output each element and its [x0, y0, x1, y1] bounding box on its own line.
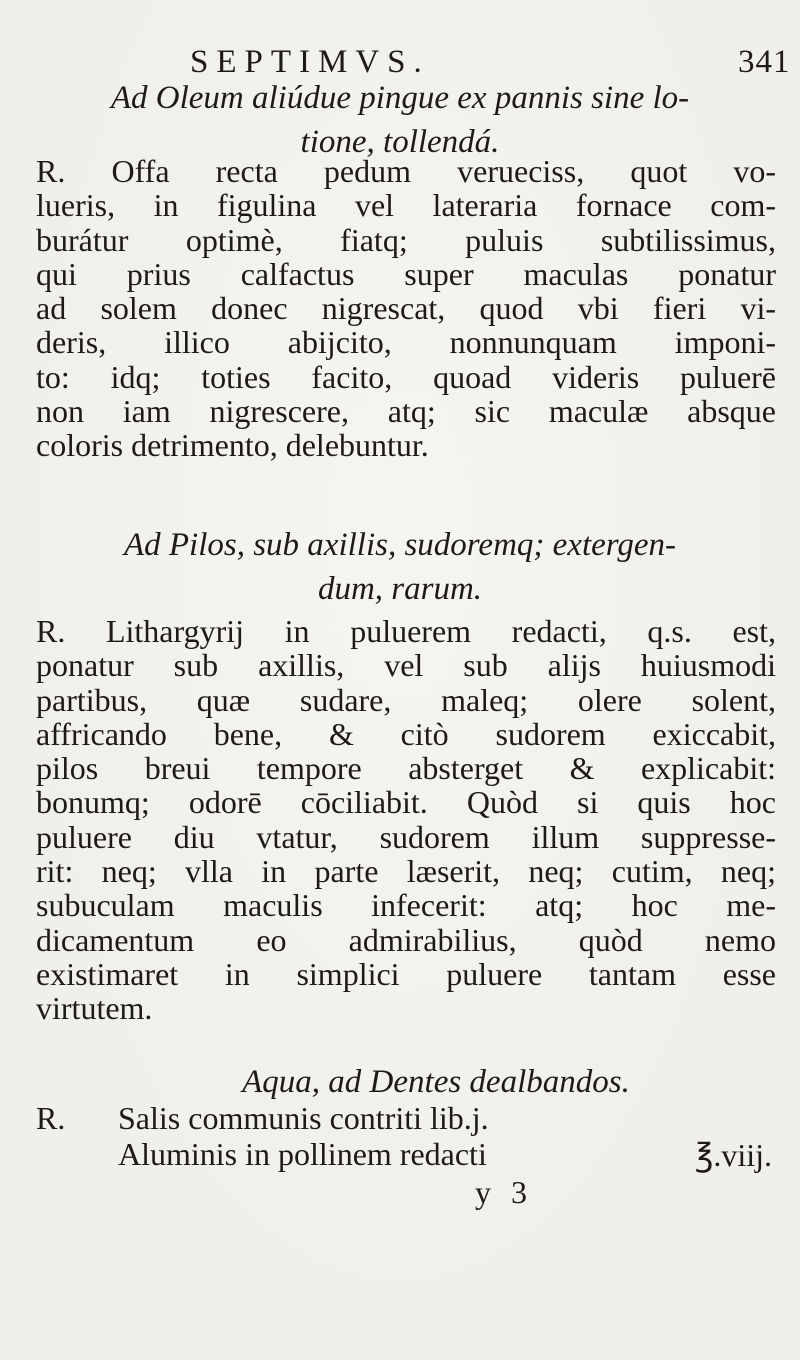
text-line: existimaret in simplici puluere tantam esse: [36, 955, 776, 992]
text-line: subuculam maculis infecerit: atq; hoc me-: [36, 887, 776, 924]
heading-line: tione, tollendá.: [300, 124, 500, 160]
ingredient-name: Aluminis in pollinem redacti: [118, 1136, 487, 1172]
text-line: lueris, in figulina vel lateraria fornace com-: [36, 187, 776, 224]
ingredient-quantity: ℥.viij.: [694, 1137, 772, 1173]
text-line: bonumq; odorē cōciliabit. Quòd si quis hoc: [36, 784, 776, 821]
text-line: virtutem.: [36, 990, 153, 1027]
text-line: affricando bene, & citò sudorem exiccabit,: [36, 715, 776, 752]
ingredient-name: Salis communis contriti lib.j.: [118, 1100, 489, 1136]
recipe-ingredient-row: [36, 1100, 776, 1136]
text-line: pilos breui tempore absterget & explicabit:: [36, 750, 776, 787]
recipe-text-oleum: [36, 154, 776, 463]
text-line: R. Lithargyrij in puluerem redacti, q.s. est,: [36, 613, 776, 649]
text-line: coloris detrimento, delebuntur.: [36, 427, 429, 464]
catchword-signature: y 3: [475, 1174, 533, 1210]
recipe-symbol: R.: [36, 1100, 66, 1136]
heading-line: dum, rarum.: [317, 571, 483, 607]
text-line: dicamentum eo admirabilius, quòd nemo: [36, 921, 776, 958]
section-heading-pilos: [0, 523, 800, 611]
text-line: burátur optimè, fiatq; puluis subtilissimus,: [36, 221, 776, 258]
section-heading-aqua: [36, 1060, 800, 1104]
running-head-title: SEPTIMVS.: [190, 44, 430, 80]
recipe-ingredient-row: [36, 1136, 776, 1172]
heading-line: Ad Pilos, sub axillis, sudoremq; extergen-: [123, 527, 677, 563]
text-line: deris, illico abijcito, nonnunquam imponi-: [36, 324, 776, 361]
recipe-text-pilos: [36, 614, 776, 1026]
heading-line: Aqua, ad Dentes dealbandos.: [242, 1064, 630, 1100]
text-line: ad solem donec nigrescat, quod vbi fieri vi-: [36, 290, 776, 327]
text-line: partibus, quæ sudare, maleq; olere solent,: [36, 681, 776, 718]
text-line: non iam nigrescere, atq; sic maculæ absque: [36, 393, 776, 430]
text-line: rit: neq; vlla in parte læserit, neq; cutim, neq;: [36, 853, 776, 890]
text-line: puluere diu vtatur, sudorem illum suppresse-: [36, 818, 776, 855]
text-line: R. Offa recta pedum verueciss, quot vo-: [36, 153, 776, 189]
text-line: ponatur sub axillis, vel sub alijs huiusmodi: [36, 647, 776, 684]
page-number: 341: [738, 44, 791, 80]
text-line: to: idq; toties facito, quoad videris puluerē: [36, 358, 776, 395]
section-heading-oleum: [0, 76, 800, 164]
text-line: qui prius calfactus super maculas ponatur: [36, 255, 776, 292]
heading-line: Ad Oleum aliúdue pingue ex pannis sine lo-: [110, 80, 690, 116]
